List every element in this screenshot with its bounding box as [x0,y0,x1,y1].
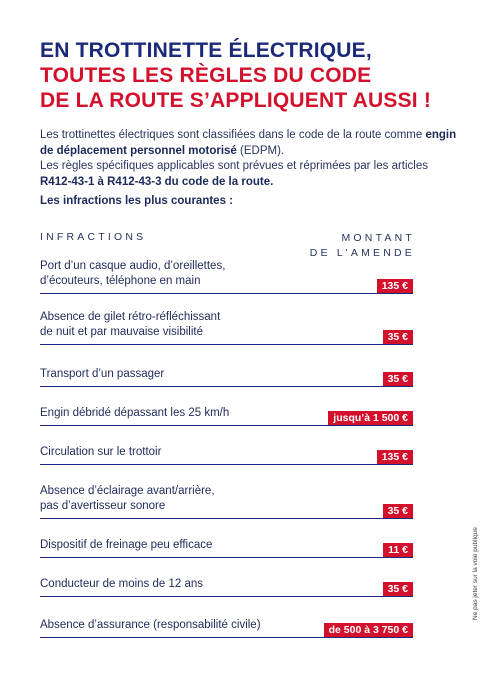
fine-amount-badge: 35 € [383,372,413,386]
infraction-label [40,484,413,518]
column-header-infractions: INFRACTIONS [40,231,147,243]
intro-p2-a: Les règles spécifiques applicables sont prévues et réprimées par les articles [40,160,429,172]
table-row [40,310,413,345]
fine-amount-badge: 135 € [377,450,413,464]
infraction-label-line-2: pas d’avertisseur sonore [40,500,166,512]
headline-line-1: EN TROTTINETTE ÉLECTRIQUE, [40,39,372,62]
table-row [40,445,413,465]
fine-amount-badge: 35 € [383,330,413,344]
fine-amount-badge: 35 € [383,582,413,596]
infraction-label [40,259,413,293]
headline [40,38,460,113]
infraction-label [40,310,413,344]
infraction-label-line-1: Engin débridé dépassant les 25 km/h [40,407,230,419]
infraction-label-line-1: Absence d’éclairage avant/arrière, [40,485,215,497]
intro-p1-bold: engin de déplacement personnel motorisé [40,129,457,157]
fine-amount-badge: jusqu’à 1 500 € [328,411,413,425]
infraction-label [40,538,413,557]
fine-amount-badge: 11 € [383,543,413,557]
fine-amount-badge: 35 € [383,504,413,518]
infraction-label-line-1: Dispositif de freinage peu efficace [40,539,213,551]
table-row [40,577,413,597]
intro-p2-bold: R412-43-1 à R412-43-3 du code de la route. [40,175,274,188]
table-row [40,367,413,387]
table-row [40,259,413,294]
fine-amount-badge: de 500 à 3 750 € [324,623,413,637]
intro-p1-a: Les trottinettes électriques sont classifiées dans le code de la route comme [40,129,426,141]
infraction-label-line-1: Absence d’assurance (responsabilité civile) [40,619,261,631]
intro-paragraph-1 [40,128,460,159]
infraction-label-line-2: d’écouteurs, téléphone en main [40,275,201,287]
table-row [40,538,413,558]
infraction-label [40,445,413,464]
infraction-label-line-1: Conducteur de moins de 12 ans [40,578,204,590]
table-row [40,484,413,519]
infraction-label [40,577,413,596]
infraction-label-line-1: Port d’un casque audio, d’oreillettes, [40,260,226,272]
table-row [40,406,413,426]
infractions-subheading: Les infractions les plus courantes : [40,195,233,207]
intro-p1-c: (EDPM). [236,144,285,157]
column-header-amount-line-2: DE L’AMENDE [309,247,415,259]
fine-amount-badge: 135 € [377,279,413,293]
intro-paragraph-2 [40,159,460,190]
infraction-label-line-2: de nuit et par mauvaise visibilité [40,326,203,338]
infraction-label [40,367,413,386]
headline-line-3: DE LA ROUTE S’APPLIQUENT AUSSI ! [40,89,432,112]
intro-text [40,128,460,190]
infraction-label-line-1: Transport d’un passager [40,368,165,380]
headline-line-2: TOUTES LES RÈGLES DU CODE [40,64,372,87]
infraction-label-line-1: Circulation sur le trottoir [40,446,162,458]
table-row [40,618,413,638]
side-note: Ne pas jeter sur la voie publique [472,527,479,620]
column-header-amount-line-1: MONTANT [341,232,415,244]
column-header-amount [310,231,415,261]
infraction-label-line-1: Absence de gilet rétro-réfléchissant [40,311,221,323]
